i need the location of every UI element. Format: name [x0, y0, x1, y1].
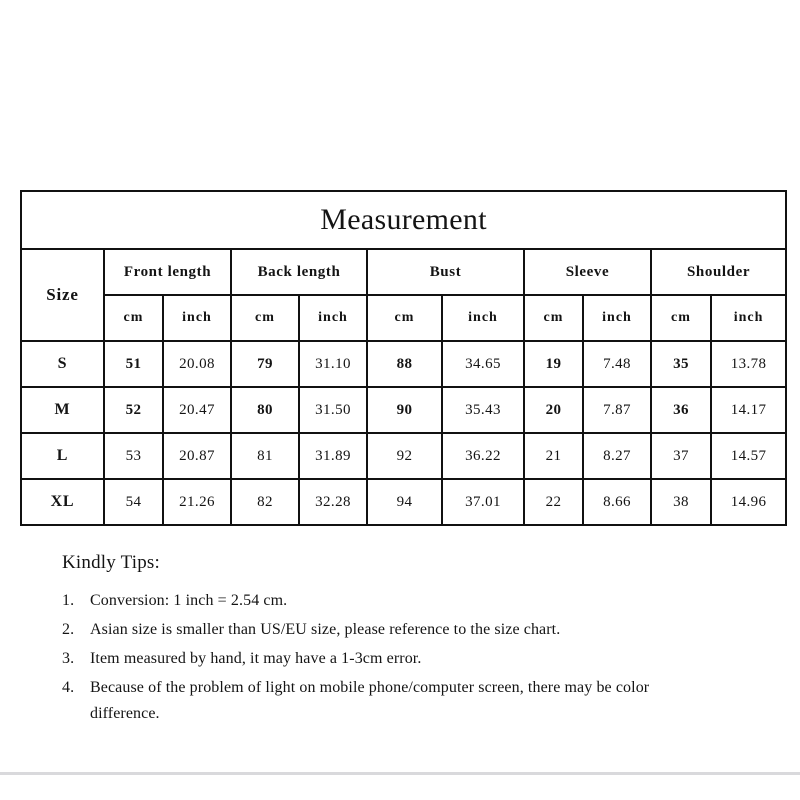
cell-xl-bust-cm: 94: [367, 479, 442, 525]
tip-text-1: Conversion: 1 inch = 2.54 cm.: [90, 592, 288, 609]
cell-s-shoulder-cm: 35: [651, 341, 711, 387]
measurement-table: [20, 190, 787, 526]
cell-m-front-inch: 20.47: [163, 387, 231, 433]
table-unit-header-row: [21, 295, 786, 341]
table-group-header-row: [21, 249, 786, 295]
cell-xl-back-cm: 82: [231, 479, 299, 525]
cell-l-back-inch: 31.89: [299, 433, 367, 479]
cell-m-shoulder-cm: 36: [651, 387, 711, 433]
tip-text-2: Asian size is smaller than US/EU size, please reference to the size chart.: [90, 621, 561, 638]
row-size-xl: XL: [21, 479, 104, 525]
header-group-sleeve: Sleeve: [524, 249, 651, 295]
header-unit-front-inch: inch: [163, 295, 231, 341]
header-unit-back-cm: cm: [231, 295, 299, 341]
header-size: Size: [21, 249, 104, 341]
tips-heading: Kindly Tips:: [62, 552, 160, 573]
cell-l-front-inch: 20.87: [163, 433, 231, 479]
row-size-l: L: [21, 433, 104, 479]
cell-m-front-cm: 52: [104, 387, 163, 433]
cell-m-sleeve-inch: 7.87: [583, 387, 651, 433]
list-item: [62, 675, 682, 727]
cell-m-bust-inch: 35.43: [442, 387, 524, 433]
cell-l-front-cm: 53: [104, 433, 163, 479]
cell-xl-shoulder-cm: 38: [651, 479, 711, 525]
header-group-shoulder: Shoulder: [651, 249, 786, 295]
cell-s-front-cm: 51: [104, 341, 163, 387]
cell-l-sleeve-cm: 21: [524, 433, 583, 479]
table-title-row: [21, 191, 786, 249]
cell-s-back-inch: 31.10: [299, 341, 367, 387]
cell-xl-front-inch: 21.26: [163, 479, 231, 525]
bottom-divider: [0, 772, 800, 775]
tip-number-2: 2.: [62, 621, 75, 638]
cell-l-sleeve-inch: 8.27: [583, 433, 651, 479]
cell-s-back-cm: 79: [231, 341, 299, 387]
header-unit-bust-inch: inch: [442, 295, 524, 341]
cell-m-bust-cm: 90: [367, 387, 442, 433]
cell-s-bust-inch: 34.65: [442, 341, 524, 387]
kindly-tips-section: [62, 552, 682, 730]
header-unit-back-inch: inch: [299, 295, 367, 341]
table-row: [21, 341, 786, 387]
header-group-back-length: Back length: [231, 249, 367, 295]
cell-l-shoulder-cm: 37: [651, 433, 711, 479]
cell-m-sleeve-cm: 20: [524, 387, 583, 433]
cell-xl-sleeve-cm: 22: [524, 479, 583, 525]
header-unit-shoulder-cm: cm: [651, 295, 711, 341]
cell-l-back-cm: 81: [231, 433, 299, 479]
cell-s-shoulder-inch: 13.78: [711, 341, 786, 387]
header-unit-bust-cm: cm: [367, 295, 442, 341]
cell-s-sleeve-inch: 7.48: [583, 341, 651, 387]
cell-l-bust-inch: 36.22: [442, 433, 524, 479]
measurement-table-container: [20, 190, 785, 526]
cell-s-front-inch: 20.08: [163, 341, 231, 387]
cell-s-sleeve-cm: 19: [524, 341, 583, 387]
list-item: [62, 617, 682, 643]
cell-l-bust-cm: 92: [367, 433, 442, 479]
cell-m-back-inch: 31.50: [299, 387, 367, 433]
cell-s-bust-cm: 88: [367, 341, 442, 387]
tip-text-3: Item measured by hand, it may have a 1-3cm error.: [90, 650, 422, 667]
table-row: [21, 479, 786, 525]
list-item: [62, 646, 682, 672]
header-unit-sleeve-inch: inch: [583, 295, 651, 341]
cell-m-back-cm: 80: [231, 387, 299, 433]
tip-number-1: 1.: [62, 592, 75, 609]
header-unit-front-cm: cm: [104, 295, 163, 341]
list-item: [62, 588, 682, 614]
header-group-bust: Bust: [367, 249, 524, 295]
table-row: [21, 387, 786, 433]
cell-xl-bust-inch: 37.01: [442, 479, 524, 525]
row-size-s: S: [21, 341, 104, 387]
tip-text-4: Because of the problem of light on mobile phone/computer screen, there may be color difference.: [90, 679, 650, 722]
header-unit-shoulder-inch: inch: [711, 295, 786, 341]
cell-l-shoulder-inch: 14.57: [711, 433, 786, 479]
tip-number-3: 3.: [62, 650, 75, 667]
header-unit-sleeve-cm: cm: [524, 295, 583, 341]
tips-list: [62, 588, 682, 727]
row-size-m: M: [21, 387, 104, 433]
cell-xl-front-cm: 54: [104, 479, 163, 525]
chart-title: Measurement: [21, 191, 786, 249]
cell-m-shoulder-inch: 14.17: [711, 387, 786, 433]
cell-xl-back-inch: 32.28: [299, 479, 367, 525]
cell-xl-sleeve-inch: 8.66: [583, 479, 651, 525]
tip-number-4: 4.: [62, 679, 75, 696]
header-group-front-length: Front length: [104, 249, 231, 295]
cell-xl-shoulder-inch: 14.96: [711, 479, 786, 525]
table-row: [21, 433, 786, 479]
